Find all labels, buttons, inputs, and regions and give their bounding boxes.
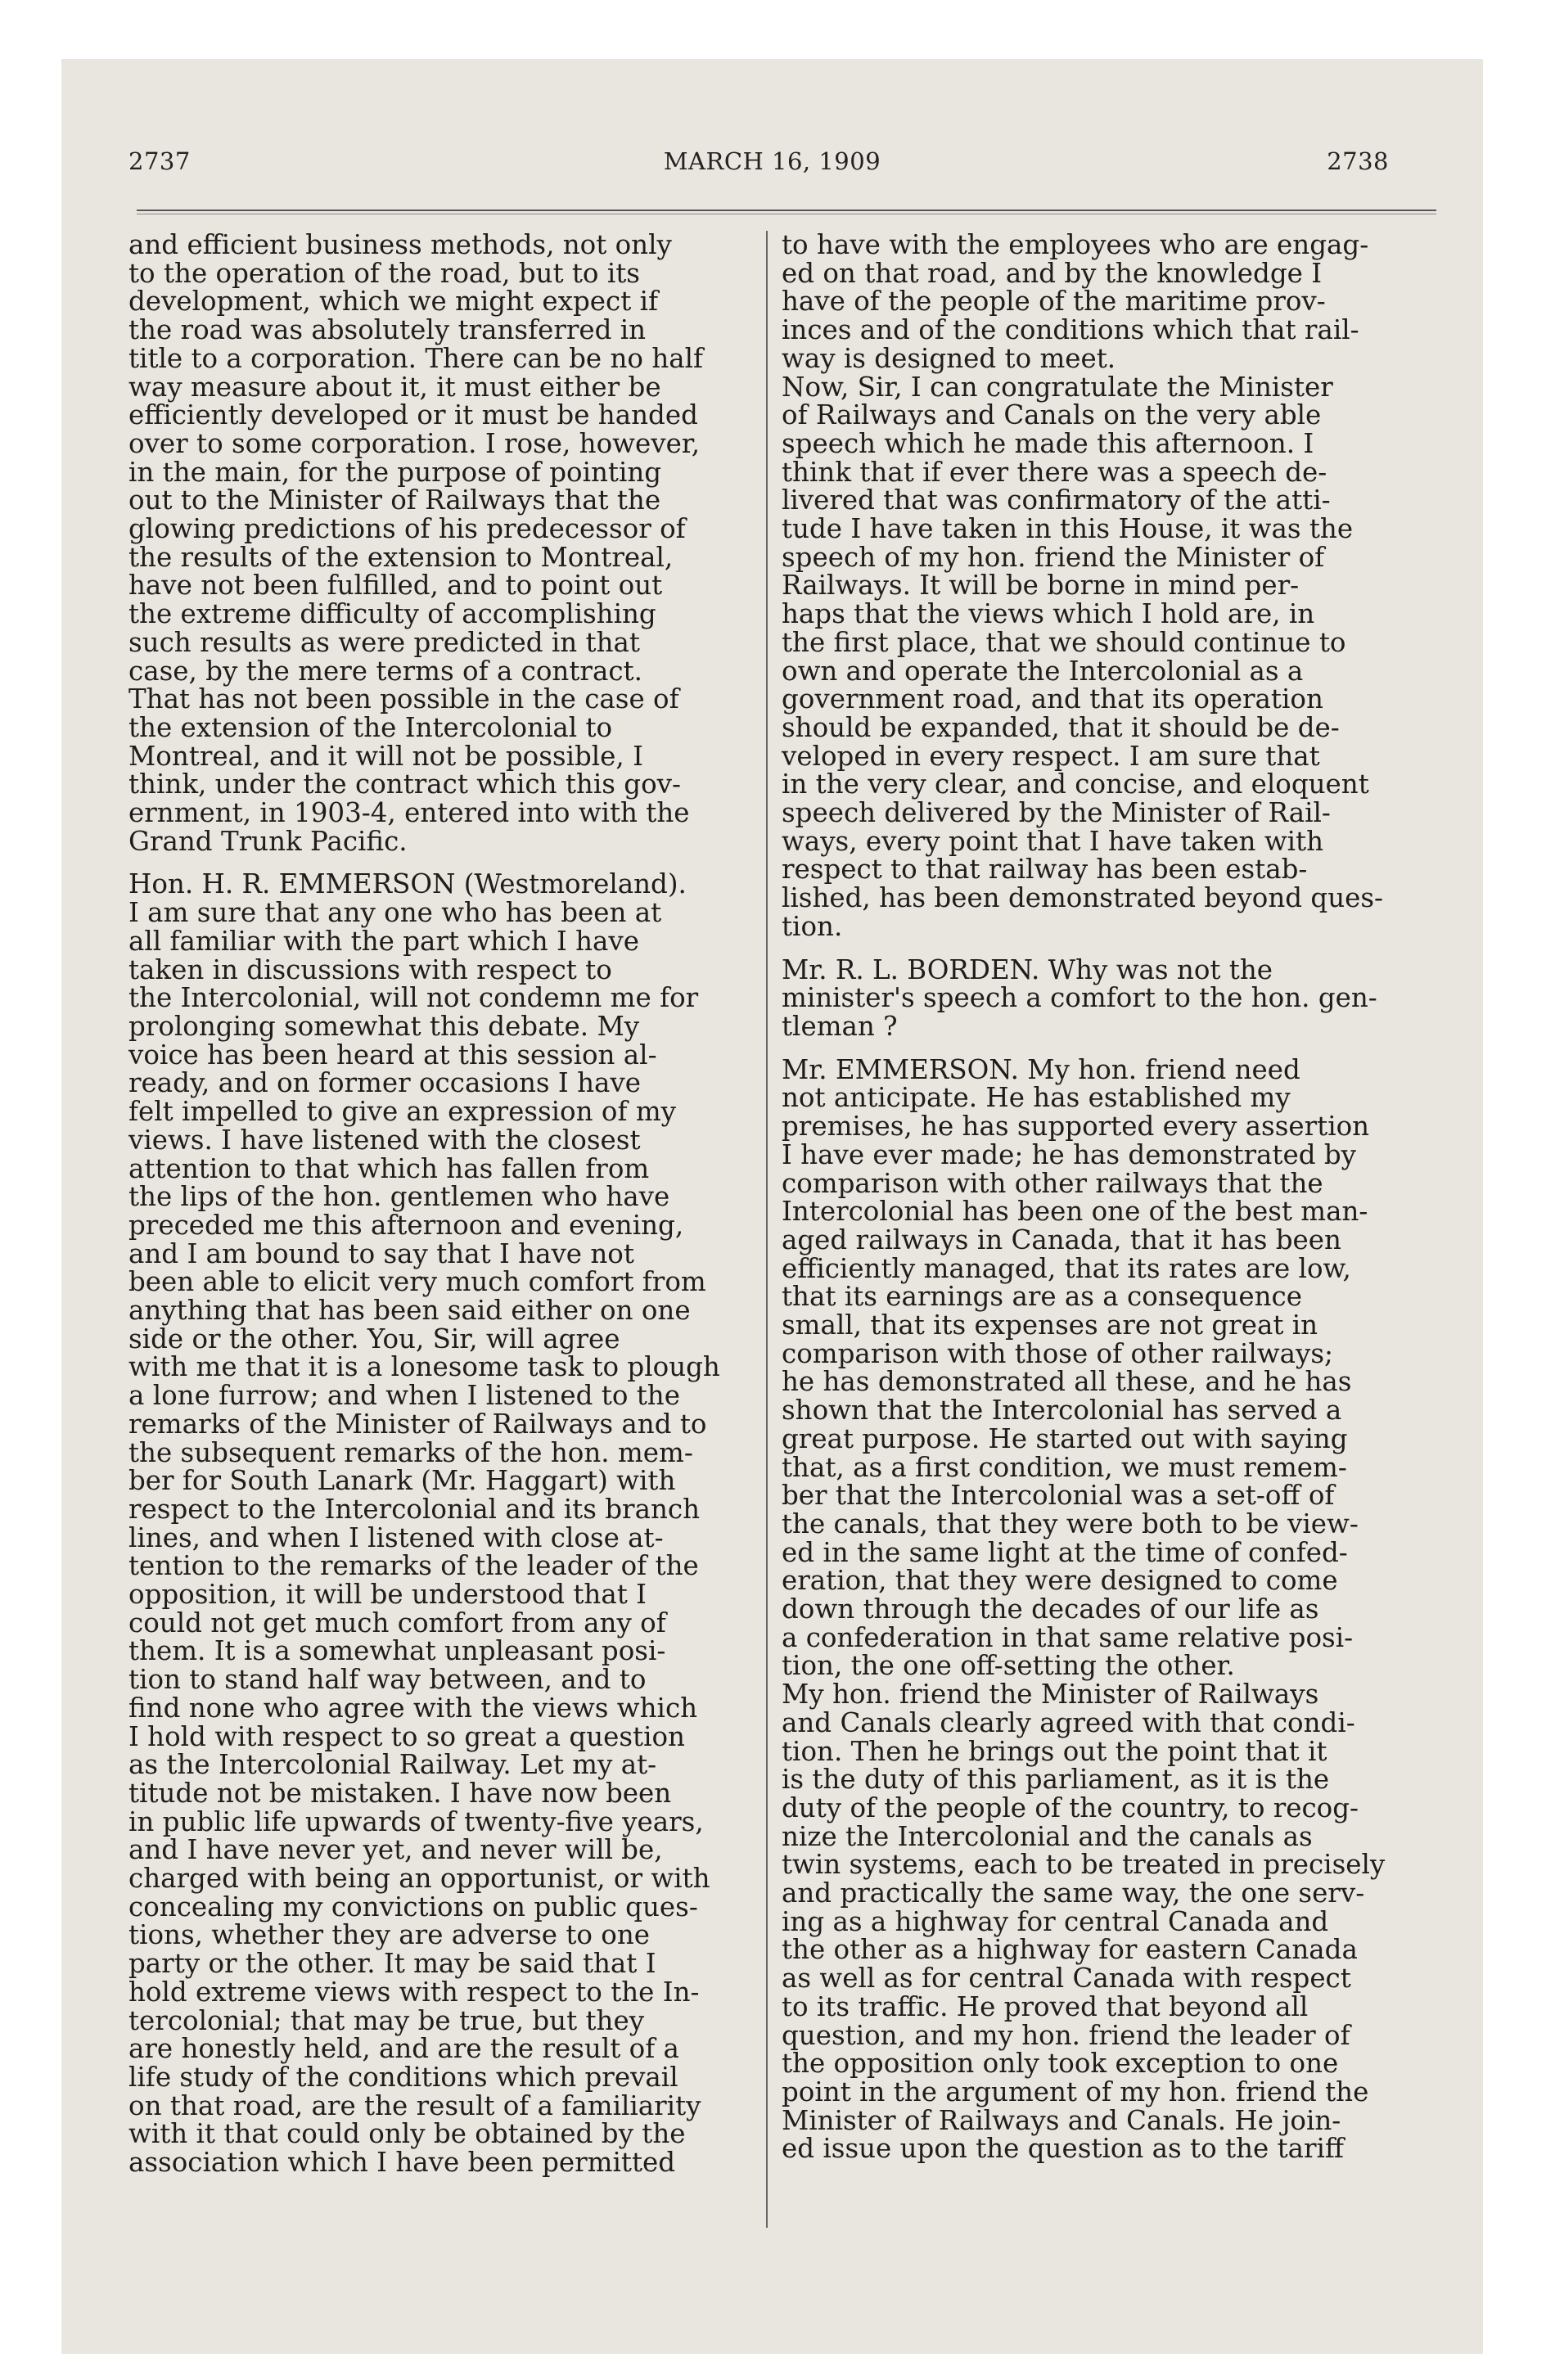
left-page-number: 2737 xyxy=(128,147,191,175)
page-date: MARCH 16, 1909 xyxy=(663,147,881,175)
scanned-page xyxy=(61,59,1483,2354)
paragraph: Now, Sir, I can congratulate the Minister of Railways and Canals on the very able speech which he made this afternoon. I think that if ever there was a speech de- livered that was confirmatory of the atti- tude I have taken in this House, it was the speech of my hon. friend the Minister of Railways. It will be borne in mind per- haps that the views which I hold are, in the first place, that we should continue to own and operate the Intercolonial as a government road, and that its operation should be expanded, that it should be de- veloped in every respect. I am sure that in the very clear, and concise, and eloquent speech delivered by the Minister of Rail- ways, every point that I have taken with respect to that railway has been estab- lished, has been demonstrated beyond ques- tion. xyxy=(782,371,1384,942)
left-column xyxy=(128,231,759,2177)
paragraph: and efficient business methods, not only to the operation of the road, but to its development, which we might expect if the road was absolutely transferred in title to a corporation. There can be no half way measure about it, it must either be efficiently developed or it must be handed over to some corporation. I rose, however, in the main, for the purpose of pointing out to the Minister of Railways that the glowing predictions of his predecessor of the results of the extension to Montreal, have not been fulfilled, and to point out the extreme difficulty of accomplishing such results as were predicted in that case, by the mere terms of a contract. That has not been possible in the case of the extension of the Intercolonial to Montreal, and it will not be possible, I think, under the contract which this gov- ernment, in 1903-4, entered into with the Grand Trunk Pacific. xyxy=(128,229,704,857)
header-rule xyxy=(137,210,1436,214)
paragraph: Mr. EMMERSON. My hon. friend need not anticipate. He has established my premises, he has supported every assertion I have ever made; he has demonstrated by comparison with other railways that the Intercolonial has been one of the best man- aged railways in Canada, that it has been efficiently managed, that its rates are low, that its earnings are as a consequence small, that its expenses are not great in comparison with those of other railways; he has demonstrated all these, and he has shown that the Intercolonial has served a great purpose. He started out with saying that, as a first condition, we must remem- ber that the Intercolonial was a set-off of the canals, that they were both to be view- ed in the same light at the time of confed- eration, that they were designed to come down through the decades of our life as a confederation in that same relative posi- tion, the one off-setting the other. xyxy=(782,1053,1370,1682)
paragraph: to have with the employees who are engag- ed on that road, and by the knowledge I have of the people of the maritime prov- inces and of the conditions which that rail- way is designed to meet. xyxy=(782,229,1369,374)
hansard-page xyxy=(61,59,1483,2354)
column-divider xyxy=(766,231,768,2228)
paragraph: Mr. R. L. BORDEN. Why was not the minister's speech a comfort to the hon. gen- tleman ? xyxy=(782,953,1377,1042)
paragraph: My hon. friend the Minister of Railways and Canals clearly agreed with that condi- tion. Then he brings out the point that it is the duty of this parliament, as it is the duty of the people of the country, to recog- nize the Intercolonial and the canals as twin systems, each to be treated in precisely and practically the same way, the one serv- ing as a highway for central Canada and the other as a highway for eastern Canada as well as for central Canada with respect to its traffic. He proved that beyond all question, and my hon. friend the leader of the opposition only took exception to one point in the argument of my hon. friend the Minister of Railways and Canals. He join- ed issue upon the question as to the tariff xyxy=(782,1679,1386,2165)
right-page-number: 2738 xyxy=(1327,147,1389,175)
right-column xyxy=(782,231,1440,2163)
paragraph: Hon. H. R. EMMERSON (Westmoreland). I am sure that any one who has been at all familiar with the part which I have taken in discussions with respect to the Intercolonial, will not condemn me for prolonging somewhat this debate. My voice has been heard at this session al- ready, and on former occasions I have felt impelled to give an expression of my views. I have listened with the closest attention to that which has fallen from the lips of the hon. gentlemen who have preceded me this afternoon and evening, and I am bound to say that I have not been able to elicit very much comfort from anything that has been said either on one side or the other. You, Sir, will agree with me that it is a lonesome task to plough a lone furrow; and when I listened to the remarks of the Minister of Railways and to the subsequent remarks of the hon. mem- ber for South Lanark (Mr. Haggart) with respect to the Intercolonial and its branch lines, and when I listened with close at- tention to the remarks of the leader of the opposition, it will be understood that I could not get much comfort from any of them. It is a somewhat unpleasant posi- tion to stand half way between, and to find none who agree with the views which I hold with respect to so great a question as the Intercolonial Railway. Let my at- titude not be mistaken. I have now been in public life upwards of twenty-five years, and I have never yet, and never will be, charged with being an opportunist, or with concealing my convictions on public ques- tions, whether they are adverse to one party or the other. It may be said that I hold extreme views with respect to the In- tercolonial; that may be true, but they are honestly held, and are the result of a life study of the conditions which prevail on that road, are the result of a familiarity with it that could only be obtained by the association which I have been permitted xyxy=(128,868,720,2179)
